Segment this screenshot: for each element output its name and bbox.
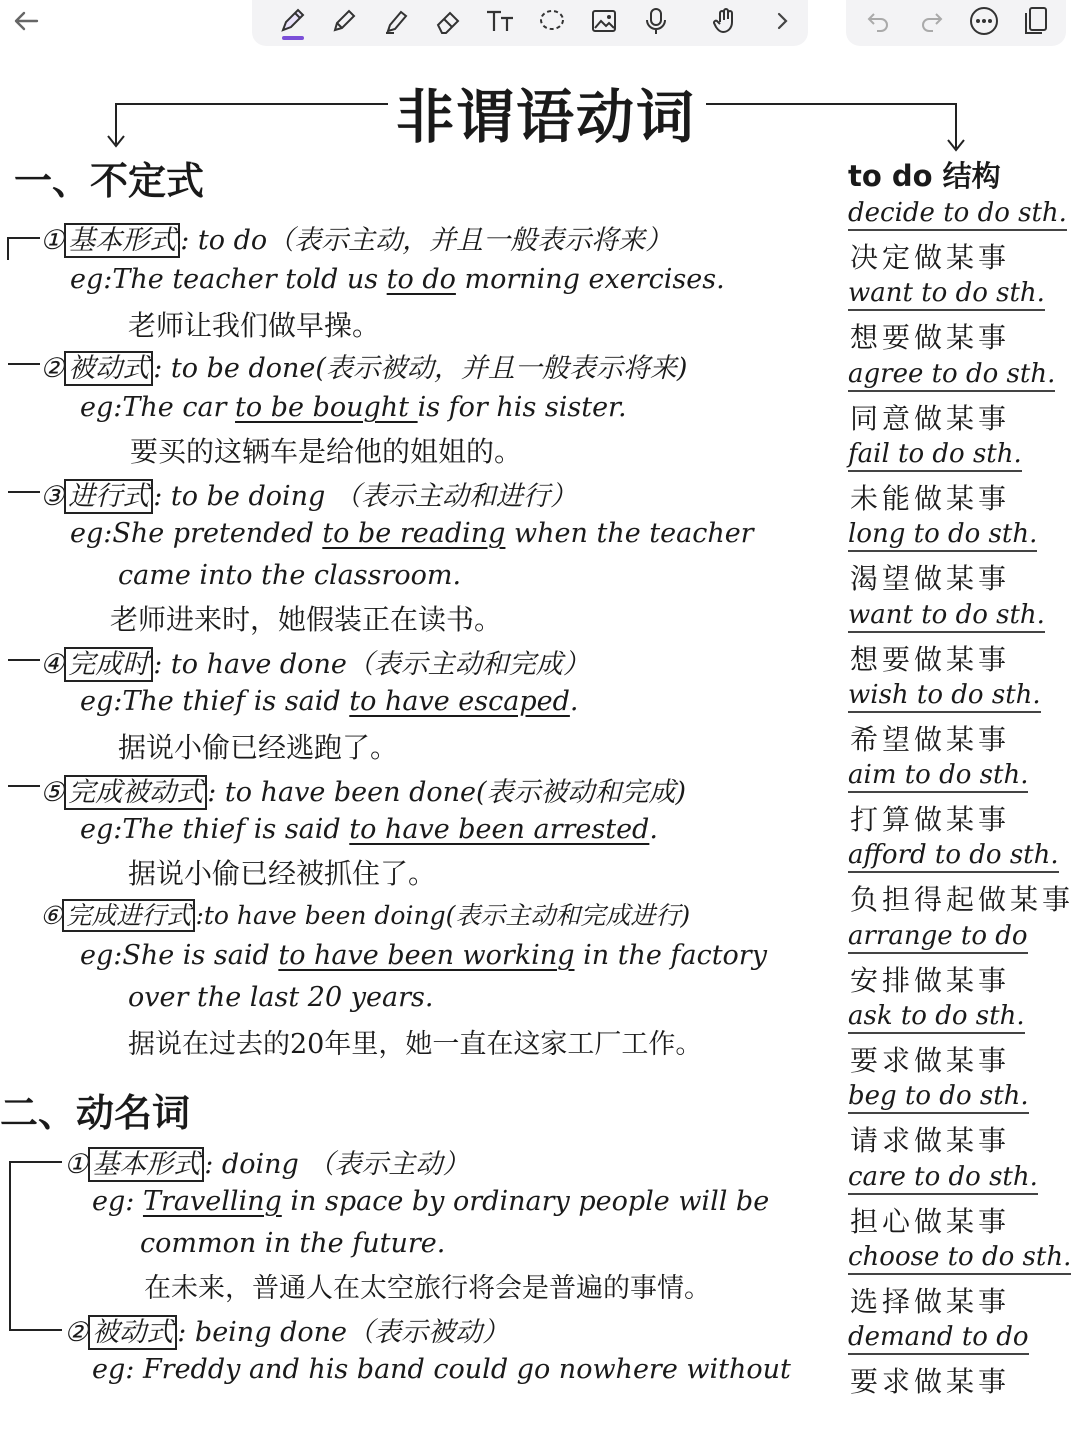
item-label-box: 基本形式	[64, 223, 180, 258]
item4-example	[80, 686, 578, 717]
item-number: ②	[64, 1317, 89, 1348]
page-title: 非谓语动词	[396, 83, 697, 151]
section1-heading: 一、不定式	[14, 159, 205, 203]
example-underlined: to be bought	[235, 392, 418, 423]
gerund-item1-translation: 在未来，普通人在太空旅行将会是普遍的事情。	[144, 1273, 711, 1304]
colon: :	[207, 777, 217, 808]
gerund-item1-example-cont: common in the future.	[140, 1228, 446, 1259]
phrase-cn: 渴望做某事	[850, 562, 1011, 596]
example-text: morning exercises.	[455, 264, 725, 295]
item-label-box: 被动式	[64, 351, 153, 386]
form-text: doing （表示主动）	[213, 1149, 470, 1180]
item-label-box: 完成时	[64, 647, 153, 682]
item3-translation: 老师进来时，她假装正在读书。	[110, 603, 503, 636]
item3-example-cont: came into the classroom.	[118, 560, 462, 591]
phrase-en: fail to do sth.	[848, 439, 1022, 472]
example-text: eg:She is said	[80, 940, 279, 971]
phrase-cn: 想要做某事	[850, 321, 1011, 355]
gerund-item1-form	[64, 1142, 469, 1181]
example-underlined: to have been arrested	[349, 814, 650, 845]
item4-form	[40, 642, 590, 681]
form-text: to do（表示主动，并且一般表示将来）	[189, 225, 673, 256]
phrase-en: choose to do sth.	[848, 1242, 1071, 1275]
form-text: to have been done(表示被动和完成)	[216, 777, 687, 808]
colon: :	[180, 225, 190, 256]
example-underlined: to be reading	[322, 518, 506, 549]
example-underlined: to do	[386, 264, 456, 295]
item6-example	[80, 940, 767, 971]
phrase-en: arrange to do	[848, 921, 1028, 954]
item-number: ⑥	[40, 901, 63, 930]
gerund-item1-example	[92, 1186, 769, 1217]
item-number: ②	[40, 353, 65, 384]
phrase-en: long to do sth.	[848, 519, 1037, 552]
item5-translation: 据说小偷已经被抓住了。	[128, 857, 437, 890]
colon: :	[153, 353, 163, 384]
item2-form	[40, 346, 687, 385]
phrase-cn: 想要做某事	[850, 642, 1011, 676]
item-number: ①	[40, 225, 65, 256]
example-text: is for his sister.	[417, 392, 627, 423]
form-text: to have been doing(表示主动和完成进行)	[203, 901, 691, 930]
example-underlined: to have escaped	[349, 686, 570, 717]
section1-bracket-ticks	[0, 230, 80, 930]
item2-translation: 要买的这辆车是给他的姐姐的。	[130, 435, 523, 468]
colon: :	[195, 901, 204, 930]
colon: :	[153, 649, 163, 680]
phrase-cn: 未能做某事	[850, 481, 1011, 515]
example-text: eg:She pretended	[70, 518, 323, 549]
phrase-cn: 负担得起做某事	[850, 883, 1075, 917]
colon: :	[177, 1317, 187, 1348]
example-text: eg:The teacher told us	[70, 264, 387, 295]
phrase-cn: 决定做某事	[850, 241, 1011, 274]
form-text: being done（表示被动）	[186, 1317, 509, 1348]
phrase-en: ask to do sth.	[848, 1001, 1025, 1034]
example-underlined: Travelling	[142, 1186, 282, 1217]
phrase-en: afford to do sth.	[848, 840, 1059, 873]
gerund-item2-example: eg: Freddy and his band could go nowhere without	[92, 1354, 791, 1385]
example-underlined: to have been working	[278, 940, 575, 971]
item-label-box: 完成进行式	[62, 899, 195, 932]
phrase-cn: 要求做某事	[850, 1044, 1011, 1077]
item3-form	[40, 474, 577, 513]
gerund-item2-form	[64, 1310, 509, 1349]
phrase-cn: 要求做某事	[850, 1365, 1011, 1399]
phrase-cn: 担心做某事	[850, 1204, 1011, 1238]
example-text: eg:The thief is said	[80, 686, 350, 717]
phrase-en: care to do sth.	[848, 1162, 1038, 1195]
phrase-en: beg to do sth.	[848, 1081, 1029, 1114]
phrase-en: want to do sth.	[848, 278, 1045, 311]
colon: :	[153, 481, 163, 512]
item-number: ①	[64, 1149, 89, 1180]
item-label-box: 基本形式	[88, 1147, 204, 1182]
item1-translation: 老师让我们做早操。	[128, 309, 381, 342]
phrase-cn: 请求做某事	[850, 1124, 1011, 1158]
item2-example	[80, 392, 627, 423]
item-label-box: 进行式	[64, 479, 153, 514]
phrase-en: demand to do	[848, 1322, 1029, 1355]
item6-example-cont: over the last 20 years.	[128, 982, 434, 1013]
phrase-cn: 希望做某事	[850, 722, 1011, 756]
item-number: ③	[40, 481, 65, 512]
example-text: .	[649, 814, 658, 845]
item-label-box: 完成被动式	[64, 775, 207, 810]
item4-translation: 据说小偷已经逃跑了。	[118, 731, 399, 764]
item5-example	[80, 814, 658, 845]
item-label-box: 被动式	[88, 1315, 177, 1350]
example-text: .	[569, 686, 579, 717]
example-text: in the factory	[574, 940, 767, 971]
phrase-cn: 同意做某事	[850, 401, 1011, 435]
form-text: to have done（表示主动和完成）	[162, 649, 590, 680]
item-number: ④	[40, 649, 65, 680]
phrase-en: agree to do sth.	[848, 359, 1055, 392]
phrase-cn: 选择做某事	[850, 1284, 1011, 1318]
example-text: eg:	[92, 1186, 143, 1217]
example-text: when the teacher	[505, 518, 754, 549]
form-text: to be done(表示被动，并且一般表示将来)	[162, 353, 688, 384]
phrase-en: decide to do sth.	[848, 198, 1067, 231]
phrase-cn: 打算做某事	[850, 803, 1011, 837]
item3-example	[70, 518, 754, 549]
form-text: to be doing （表示主动和进行）	[162, 481, 577, 512]
item6-translation: 据说在过去的20年里，她一直在这家工厂工作。	[128, 1029, 703, 1060]
phrase-en: aim to do sth.	[848, 760, 1028, 793]
item1-example	[70, 264, 725, 295]
item1-form	[40, 218, 672, 257]
phrase-cn: 安排做某事	[850, 963, 1011, 997]
phrase-en: wish to do sth.	[848, 680, 1041, 713]
example-text: eg:The thief is said	[80, 814, 350, 845]
example-text: in space by ordinary people will be	[281, 1186, 770, 1217]
colon: :	[204, 1149, 214, 1180]
section2-heading: 二、动名词	[0, 1091, 191, 1135]
item6-form	[40, 896, 690, 932]
example-text: eg:The car	[80, 392, 236, 423]
item-number: ⑤	[40, 777, 65, 808]
item5-form	[40, 770, 686, 809]
phrase-en: want to do sth.	[848, 600, 1045, 633]
side-title: to do 结构	[848, 159, 1001, 193]
